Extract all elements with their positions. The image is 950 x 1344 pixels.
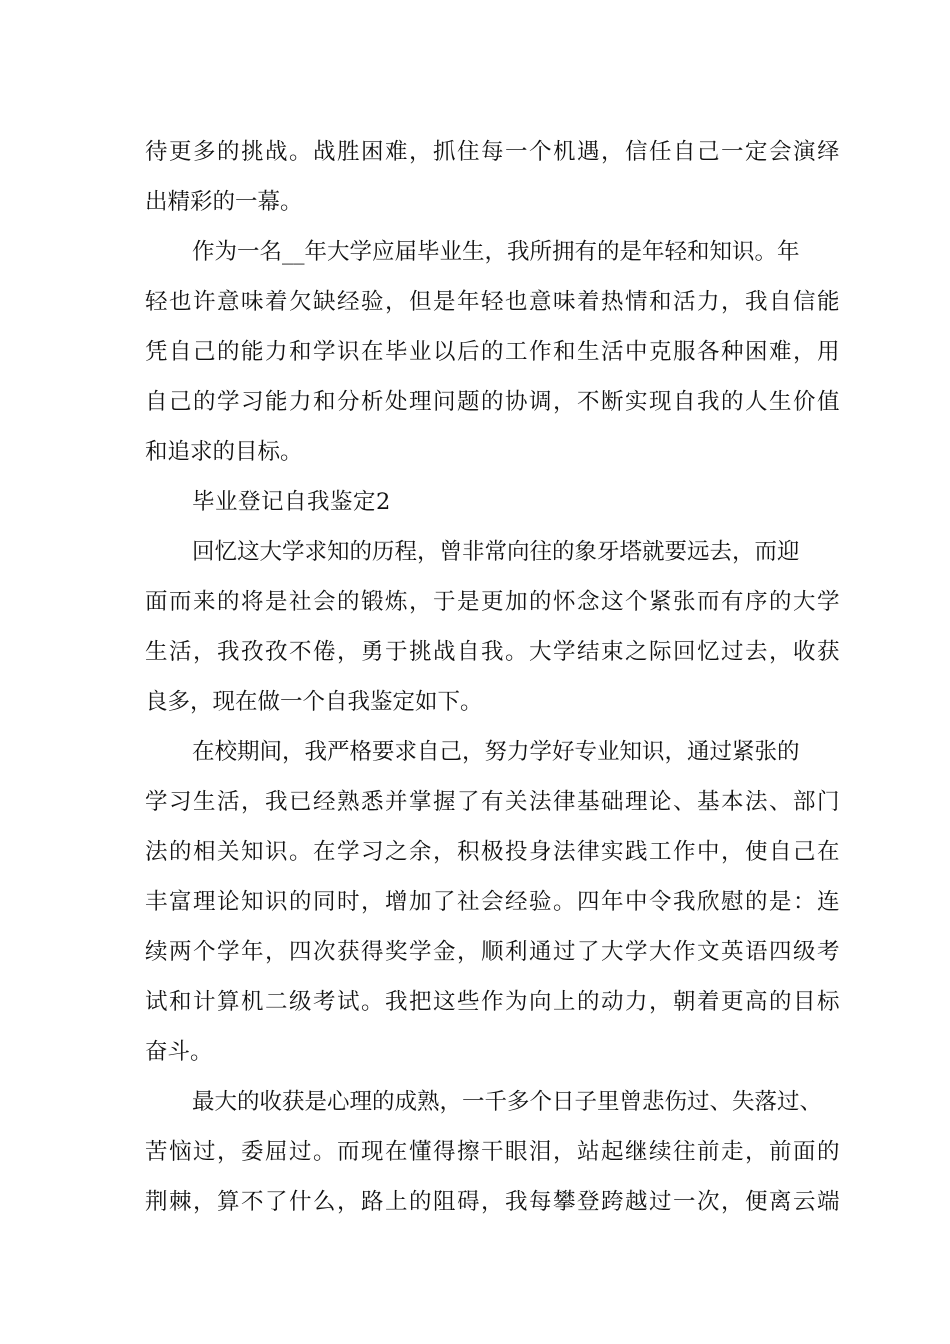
text-line: 良多，现在做一个自我鉴定如下。 — [145, 689, 483, 715]
text-line: 续两个学年，四次获得奖学金，顺利通过了大学大作文英语四级考 — [145, 939, 842, 965]
text-line: 和追求的目标。 — [145, 439, 303, 465]
section-heading: 毕业登记自我鉴定2 — [192, 489, 391, 515]
text-line: 荆棘，算不了什么，路上的阻碍，我每攀登跨越过一次，便离云端 — [145, 1189, 842, 1215]
text-line: 作为一名__年大学应届毕业生，我所拥有的是年轻和知识。年 — [192, 239, 800, 265]
text-line: 法的相关知识。在学习之余，积极投身法律实践工作中，使自己在 — [145, 839, 842, 865]
text-line: 凭自己的能力和学识在毕业以后的工作和生活中克服各种困难，用 — [145, 339, 842, 365]
text-line: 生活，我孜孜不倦，勇于挑战自我。大学结束之际回忆过去，收获 — [145, 639, 842, 665]
text-line: 轻也许意味着欠缺经验，但是年轻也意味着热情和活力，我自信能 — [145, 289, 842, 315]
text-line: 苦恼过，委屈过。而现在懂得擦干眼泪，站起继续往前走，前面的 — [145, 1139, 842, 1165]
text-line: 面而来的将是社会的锻炼，于是更加的怀念这个紧张而有序的大学 — [145, 589, 842, 615]
text-line: 奋斗。 — [145, 1039, 213, 1065]
text-line: 最大的收获是心理的成熟，一千多个日子里曾悲伤过、失落过、 — [192, 1089, 823, 1115]
text-line: 自己的学习能力和分析处理问题的协调，不断实现自我的人生价值 — [145, 389, 842, 415]
text-line: 试和计算机二级考试。我把这些作为向上的动力，朝着更高的目标 — [145, 989, 842, 1015]
text-line: 出精彩的一幕。 — [145, 189, 303, 215]
text-line: 丰富理论知识的同时，增加了社会经验。四年中令我欣慰的是：连 — [145, 889, 842, 915]
text-line: 学习生活，我已经熟悉并掌握了有关法律基础理论、基本法、部门 — [145, 789, 842, 815]
text-line: 在校期间，我严格要求自己，努力学好专业知识，通过紧张的 — [192, 739, 800, 765]
text-line: 待更多的挑战。战胜困难，抓住每一个机遇，信任自己一定会演绎 — [145, 139, 842, 165]
text-line: 回忆这大学求知的历程，曾非常向往的象牙塔就要远去，而迎 — [192, 539, 800, 565]
